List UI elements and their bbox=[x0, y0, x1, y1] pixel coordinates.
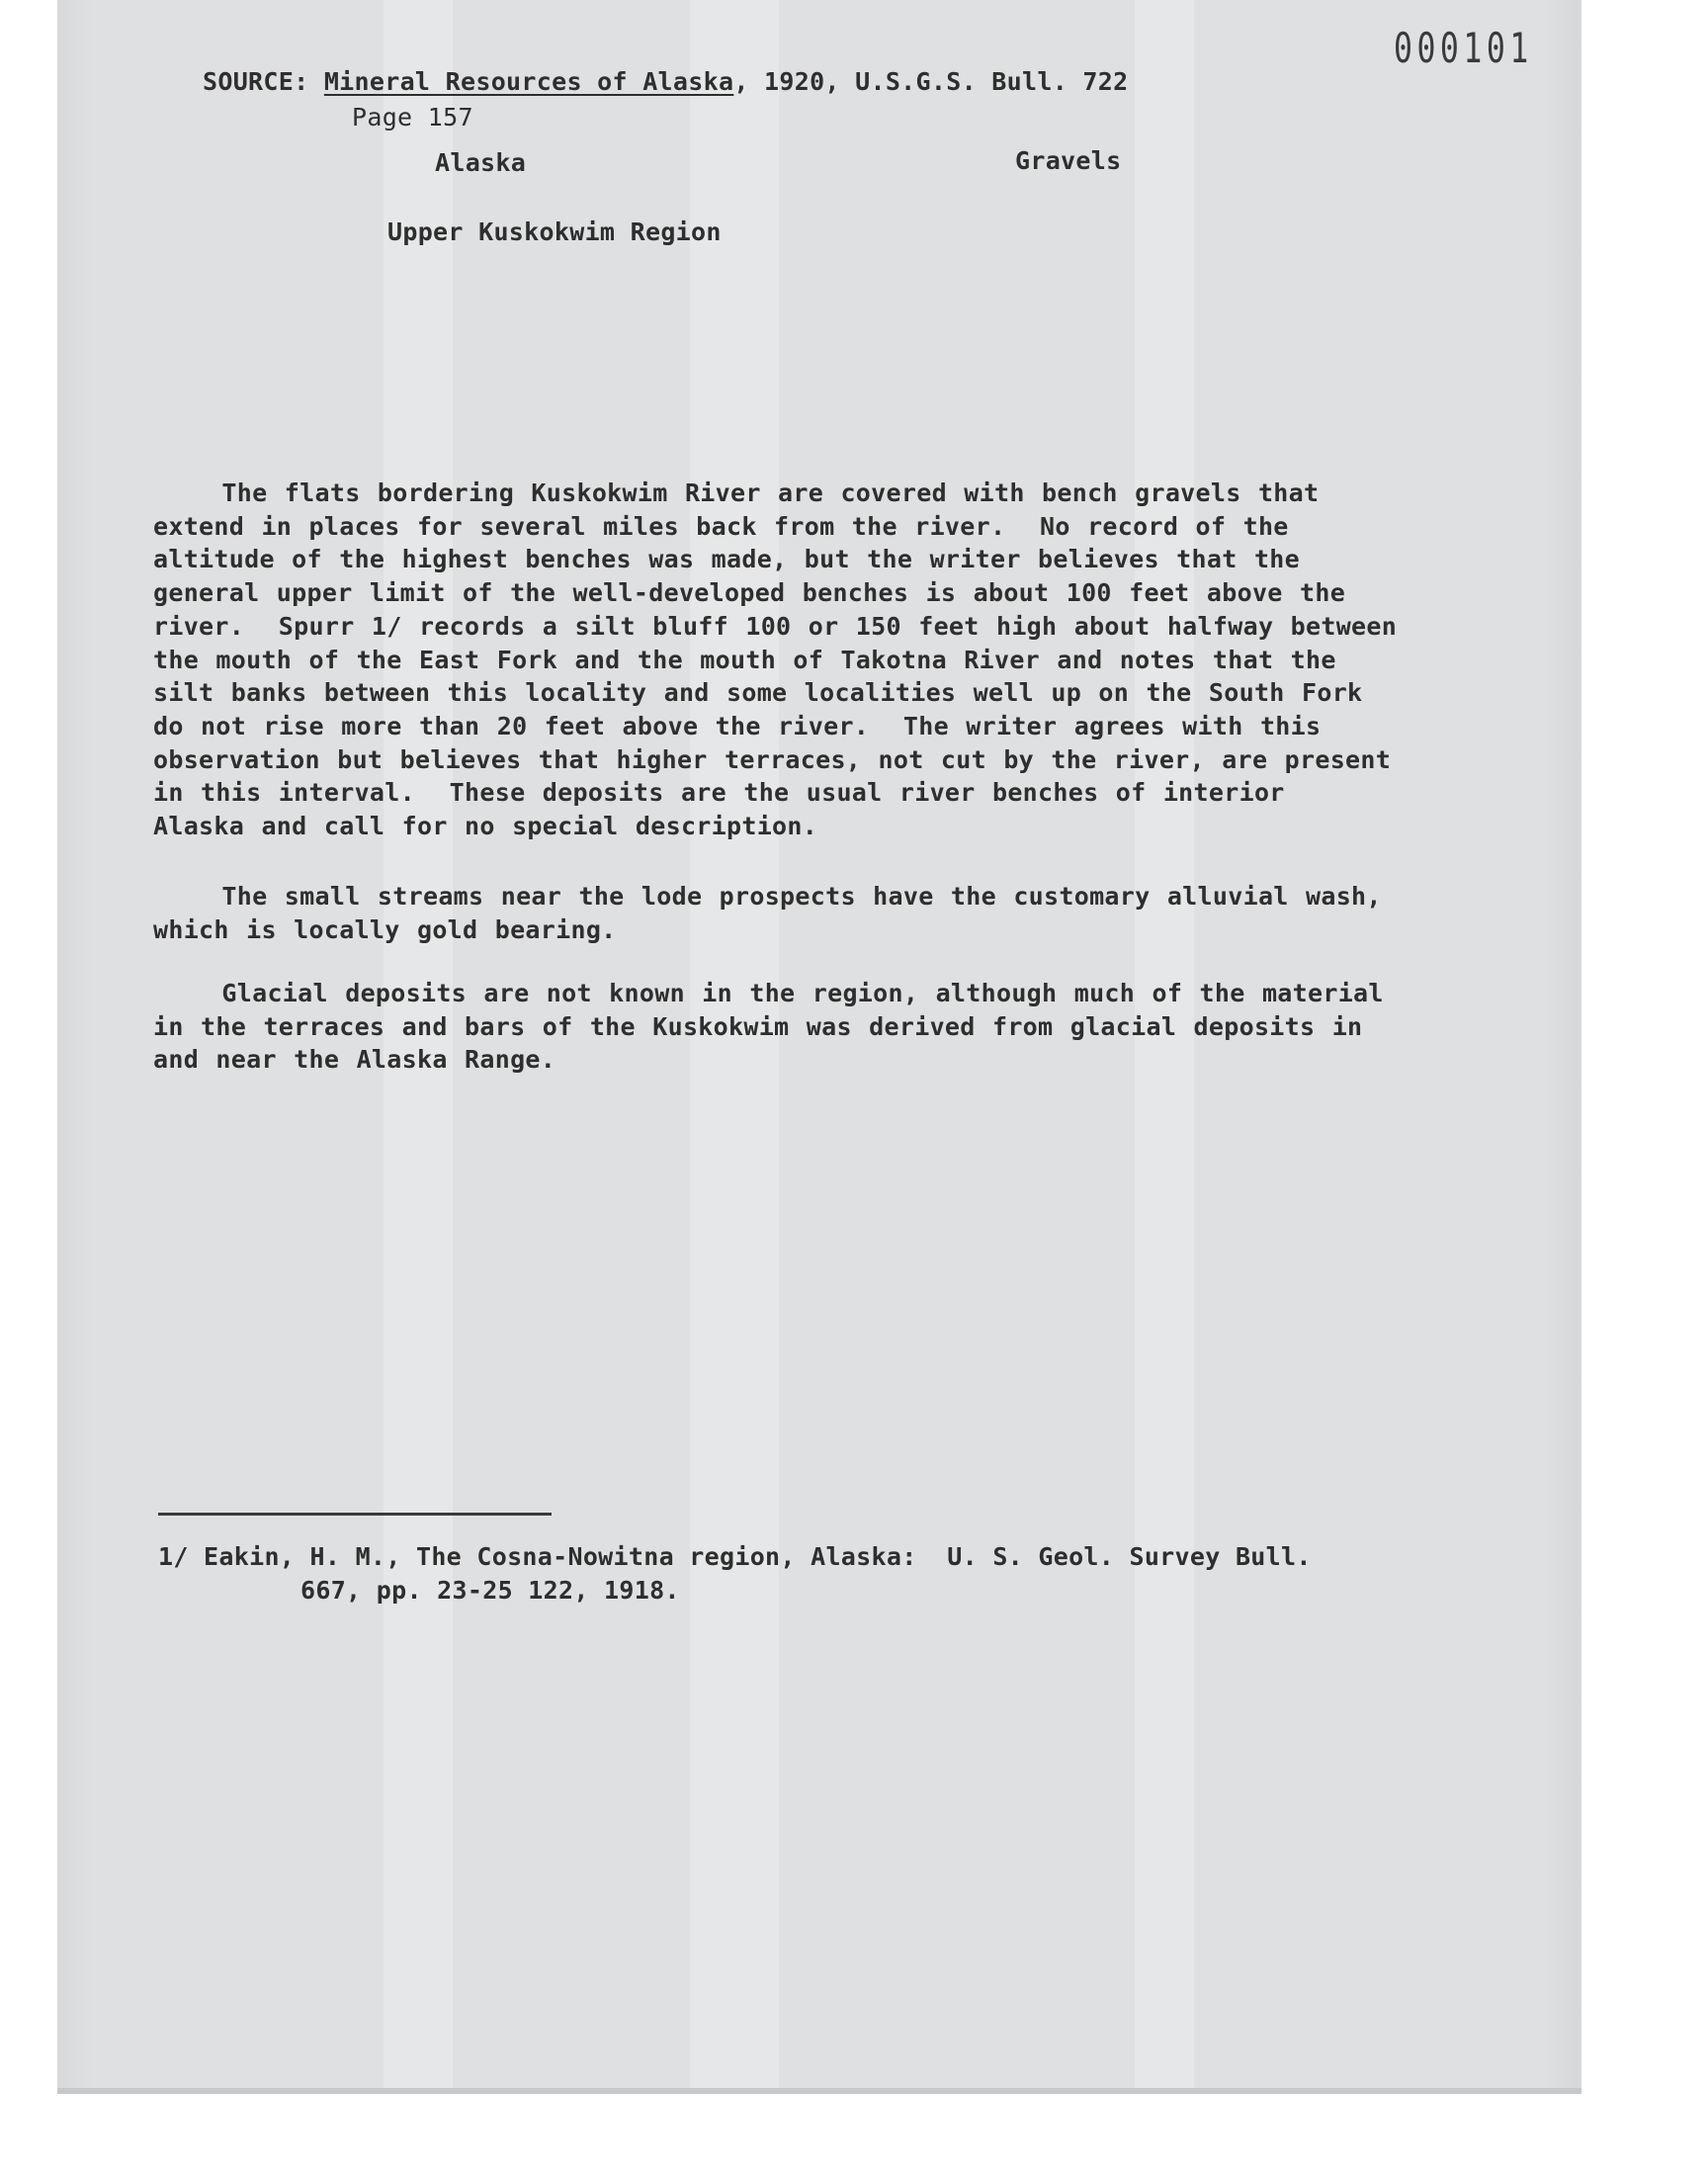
text-line: The flats bordering Kuskokwim River are covered with bench gravels that bbox=[153, 478, 1320, 507]
text-line: altitude of the highest benches was made, but the writer believes that the bbox=[153, 545, 1300, 574]
document-number: 000101 bbox=[1394, 24, 1533, 72]
text-line: The small streams near the lode prospects have the customary alluvial wash, bbox=[153, 882, 1382, 911]
text-line: extend in places for several miles back from the river. No record of the bbox=[153, 511, 1289, 541]
source-title: Mineral Resources of Alaska bbox=[323, 67, 734, 96]
text-line: silt banks between this locality and some localities well up on the South Fork bbox=[153, 678, 1363, 708]
state-heading: Alaska bbox=[435, 148, 527, 177]
text-line: observation but believes that higher terraces, not cut by the river, are present bbox=[153, 744, 1392, 774]
text-line: which is locally gold bearing. bbox=[153, 914, 617, 944]
text-line: river. Spurr 1/ records a silt bluff 100 or 150 feet high about halfway between bbox=[153, 611, 1398, 641]
paragraph-bench-gravels bbox=[153, 477, 1527, 843]
text-line: the mouth of the East Fork and the mouth of Takotna River and notes that the bbox=[153, 645, 1336, 674]
source-citation: , 1920, U.S.G.S. Bull. 722 bbox=[733, 67, 1129, 96]
scan-edge bbox=[57, 2088, 1581, 2094]
text-line: Glacial deposits are not known in the region, although much of the material bbox=[153, 979, 1384, 1007]
source-line bbox=[203, 67, 1128, 96]
text-line: do not rise more than 20 feet above the river. The writer agrees with this bbox=[153, 711, 1322, 740]
paragraph-glacial-deposits bbox=[153, 977, 1527, 1077]
text-line: in the terraces and bars of the Kuskokwim was derived from glacial deposits in bbox=[153, 1011, 1363, 1041]
region-heading: Upper Kuskokwim Region bbox=[387, 218, 722, 246]
source-label: SOURCE: bbox=[203, 67, 309, 96]
text-line: and near the Alaska Range. bbox=[153, 1045, 556, 1075]
footnote-line-2: 667, pp. 23-25 122, 1918. bbox=[300, 1576, 680, 1605]
footnote-line-1: 1/ Eakin, H. M., The Cosna-Nowitna region, Alaska: U. S. Geol. Survey Bull. bbox=[158, 1542, 1312, 1571]
text-line: general upper limit of the well-developed benches is about 100 feet above the bbox=[153, 578, 1346, 608]
topic-heading: Gravels bbox=[1015, 146, 1122, 175]
footnote-divider bbox=[158, 1513, 552, 1516]
paragraph-small-streams bbox=[153, 880, 1527, 946]
page-reference: Page 157 bbox=[352, 103, 473, 131]
text-line: in this interval. These deposits are the usual river benches of interior bbox=[153, 778, 1285, 808]
text-line: Alaska and call for no special description. bbox=[153, 812, 818, 841]
